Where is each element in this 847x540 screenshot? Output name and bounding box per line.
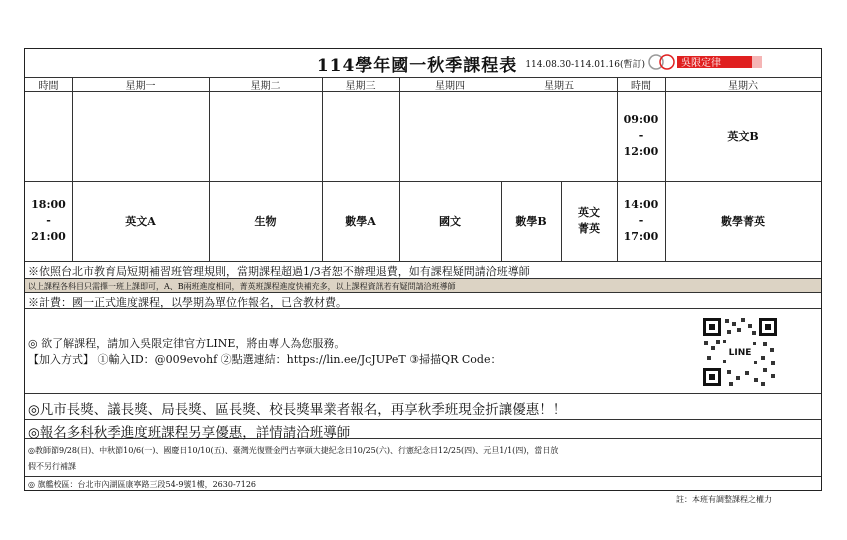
saturday-afternoon-subject: 數學菁英 [721, 215, 765, 228]
header-monday: 星期一 [125, 80, 156, 92]
single-class-note: 以上課程各科目只需擇一班上課即可，A、B兩班進度相同，菁英班課程進度快補充多，以上課程資訊若有疑問請洽班導師 [28, 282, 456, 291]
saturday-afternoon-time: 14:00 - 17:00 [623, 198, 659, 243]
line-qr-code[interactable] [701, 316, 779, 388]
brand-logo-icon [645, 53, 815, 71]
rights-note: 註：本班有調整課程之權力 [676, 495, 772, 504]
friday-subject-b: 英文 菁英 [578, 206, 600, 235]
friday-subject-a: 數學B [515, 215, 547, 228]
holidays-note-line1: ◎教師節9/28(日)、中秋節10/6(一)、國慶日10/10(五)、臺灣光復暨金門古寧頭大捷紀念日10/25(六)、行憲紀念日12/25(四)、元旦1/1(四)，當日放 [28, 446, 559, 455]
wednesday-subject: 數學A [345, 215, 376, 228]
address-note: ◎ 旗艦校區：台北市內湖區康寧路三段54-9號1樓，2630-7126 [28, 480, 257, 489]
header-wednesday: 星期三 [345, 80, 376, 92]
page-title [25, 49, 645, 77]
title-text: 114學年國一秋季課程表 [316, 55, 518, 76]
refund-note: ※依照台北市教育局短期補習班管理規則，當期課程超過1/3者恕不辦理退費，如有課程疑問請洽班導師 [28, 265, 530, 278]
join-method-note: 【加入方式】 ①輸入ID：@009evohf ②點選連結：https://lin.ee/JcJUPeT ③掃描QR Code： [28, 353, 502, 366]
header-tuesday: 星期二 [250, 80, 281, 92]
schedule-sheet [24, 48, 822, 491]
multi-subject-note: ◎報名多科秋季進度班課程另享優惠，詳情請洽班導師 [28, 425, 351, 441]
brand-logo [645, 53, 815, 71]
header-friday: 星期五 [544, 80, 574, 92]
qr-line-label: LINE [728, 348, 752, 358]
header-thursday: 星期四 [435, 80, 465, 92]
thursday-subject: 國文 [439, 215, 461, 228]
header-saturday: 星期六 [728, 80, 758, 92]
saturday-morning-time: 09:00 - 12:00 [623, 113, 659, 158]
discount-note: ◎凡市長獎、議長獎、局長獎、區長獎、校長獎畢業者報名，再享秋季班現金折讓優惠！！ [28, 402, 567, 418]
header-time-saturday: 時間 [631, 80, 651, 92]
header-time-weekday: 時間 [38, 80, 59, 92]
line-info-note: ◎ 欲了解課程，請加入吳限定律官方LINE，將由專人為您服務。 [28, 337, 346, 350]
date-range: 114.08.30-114.01.16(暫訂) [525, 59, 645, 70]
tuesday-subject: 生物 [254, 215, 277, 228]
monday-subject: 英文A [125, 215, 156, 228]
qr-code-icon [701, 316, 779, 388]
weekday-evening-time: 18:00 - 21:00 [31, 198, 66, 243]
holidays-note-line2: 假不另行補課 [28, 462, 76, 471]
saturday-morning-subject: 英文B [727, 130, 759, 143]
brand-logo-text: 吳限定律 [681, 58, 721, 69]
fee-note: ※計費：國一正式進度課程，以學期為單位作報名，已含教材費。 [28, 296, 347, 309]
